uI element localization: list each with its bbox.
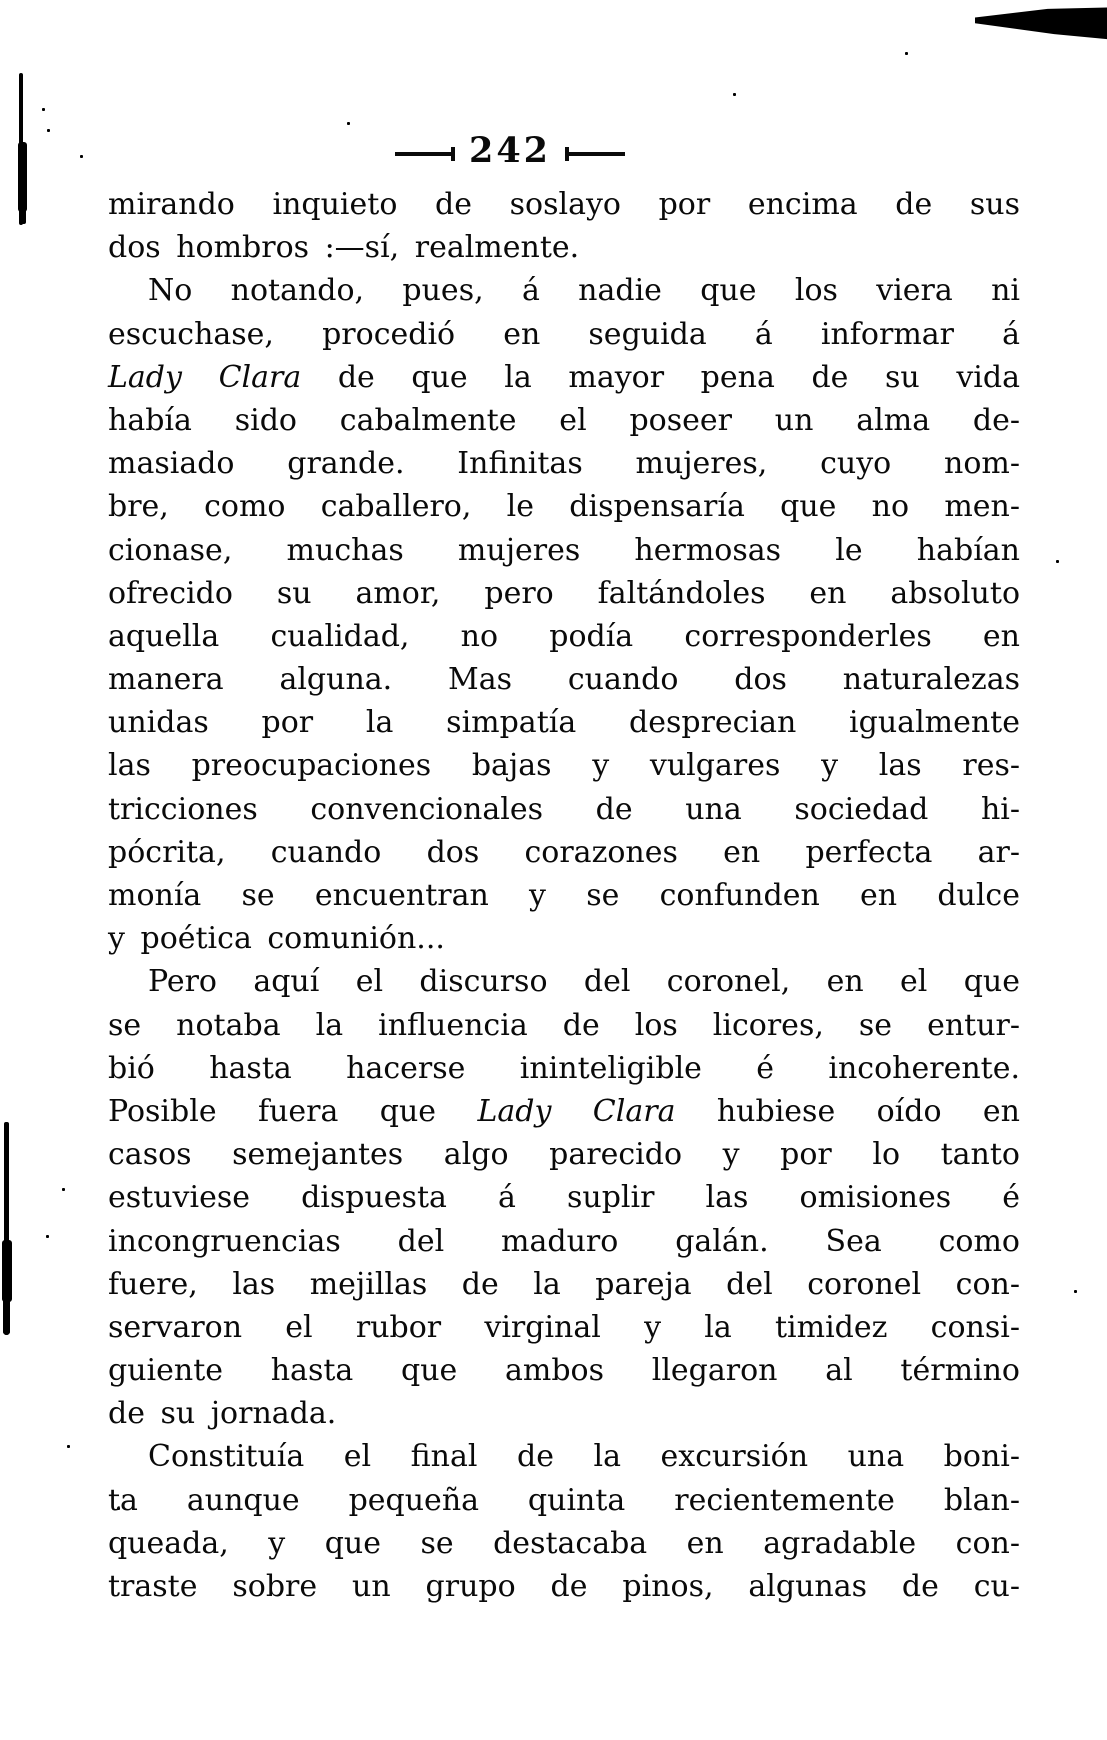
text-segment: queada, y que se destacaba en agradable con- bbox=[108, 1525, 1020, 1561]
text-segment: No notando, pues, á nadie que los viera ni bbox=[148, 273, 1020, 309]
scan-artifact-left-streak bbox=[3, 1298, 10, 1334]
text-line bbox=[108, 1263, 1020, 1306]
text-line bbox=[108, 572, 1020, 615]
text-segment: aquella cualidad, no podía corresponderles en bbox=[108, 618, 1020, 654]
text-segment: bre, como caballero, le dispensaría que no men- bbox=[108, 489, 1020, 525]
scan-speck bbox=[1074, 1290, 1077, 1293]
header-ornament-left bbox=[395, 152, 455, 156]
text-segment: ta aunque pequeña quinta recientemente blan- bbox=[108, 1482, 1020, 1518]
text-line bbox=[108, 1133, 1020, 1176]
text-line bbox=[108, 1090, 1020, 1133]
text-segment: servaron el rubor virginal y la timidez consi- bbox=[108, 1309, 1020, 1345]
text-segment: ofrecido su amor, pero faltándoles en absoluto bbox=[108, 575, 1020, 611]
text-segment: de su jornada. bbox=[108, 1396, 337, 1432]
text-segment: guiente hasta que ambos llegaron al término bbox=[108, 1353, 1020, 1389]
text-segment: estuviese dispuesta á suplir las omisiones é bbox=[108, 1180, 1020, 1216]
text-line bbox=[108, 485, 1020, 528]
text-segment-italic: Lady Clara bbox=[108, 359, 302, 395]
text-segment: monía se encuentran y se confunden en dulce bbox=[108, 878, 1020, 913]
scan-speck bbox=[733, 93, 736, 96]
text-line bbox=[108, 874, 1020, 917]
text-segment: incongruencias del maduro galán. Sea como bbox=[108, 1223, 1020, 1259]
text-segment: se notaba la influencia de los licores, se entur- bbox=[108, 1007, 1020, 1043]
scan-speck bbox=[62, 1188, 65, 1191]
scan-speck bbox=[46, 1235, 49, 1238]
text-segment: de que la mayor pena de su vida bbox=[301, 359, 1020, 395]
text-segment: manera alguna. Mas cuando dos naturalezas bbox=[108, 662, 1020, 698]
text-line bbox=[108, 788, 1020, 831]
text-line bbox=[108, 529, 1020, 572]
text-line bbox=[108, 701, 1020, 744]
scan-speck bbox=[42, 108, 45, 111]
text-segment: Pero aquí el discurso del coronel, en el que bbox=[148, 964, 1020, 1000]
text-segment: pócrita, cuando dos corazones en perfecta ar- bbox=[108, 834, 1020, 870]
text-segment: bió hasta hacerse ininteligible é incoherente. bbox=[108, 1050, 1020, 1086]
text-segment: casos semejantes algo parecido y por lo tanto bbox=[108, 1137, 1020, 1173]
text-segment: y poética comunión... bbox=[108, 921, 445, 957]
text-segment: escuchase, procedió en seguida á informar á bbox=[108, 316, 1020, 352]
text-line bbox=[108, 313, 1020, 356]
text-segment: unidas por la simpatía desprecian igualmente bbox=[108, 705, 1020, 741]
text-segment: Constituía el final de la excursión una boni- bbox=[148, 1439, 1020, 1475]
text-line bbox=[108, 399, 1020, 442]
text-line bbox=[108, 831, 1020, 874]
text-line bbox=[108, 1220, 1020, 1263]
text-segment: había sido cabalmente el poseer un alma de- bbox=[108, 402, 1020, 438]
scan-artifact-left-streak bbox=[20, 206, 26, 224]
text-line bbox=[108, 183, 1020, 226]
scan-speck bbox=[67, 1445, 70, 1448]
text-segment: traste sobre un grupo de pinos, algunas de cu- bbox=[108, 1569, 1020, 1604]
text-line bbox=[108, 917, 1020, 960]
text-line bbox=[108, 1004, 1020, 1047]
text-line bbox=[108, 744, 1020, 787]
running-head bbox=[0, 130, 1020, 171]
text-line bbox=[108, 1047, 1020, 1090]
text-line bbox=[108, 1176, 1020, 1219]
text-segment: tricciones convencionales de una sociedad hi- bbox=[108, 791, 1020, 827]
text-line bbox=[108, 1306, 1020, 1349]
text-line bbox=[108, 1479, 1020, 1522]
text-line bbox=[108, 442, 1020, 485]
text-segment: Posible fuera que bbox=[108, 1093, 478, 1129]
text-line bbox=[108, 658, 1020, 701]
text-segment: dos hombros :—sí, realmente. bbox=[108, 230, 580, 266]
text-line bbox=[108, 1392, 1020, 1435]
text-segment: mirando inquieto de soslayo por encima de sus bbox=[108, 187, 1020, 222]
text-segment: hubiese oído en bbox=[675, 1093, 1020, 1129]
text-line bbox=[108, 226, 1020, 269]
text-line bbox=[108, 269, 1020, 312]
scan-artifact-corner-wedge bbox=[975, 6, 1107, 42]
text-segment: las preocupaciones bajas y vulgares y las res- bbox=[108, 748, 1020, 784]
text-line bbox=[108, 356, 1020, 399]
text-line bbox=[108, 960, 1020, 1003]
header-ornament-right bbox=[565, 152, 625, 156]
text-line bbox=[108, 1349, 1020, 1392]
text-block bbox=[108, 183, 1020, 1608]
page-number: 242 bbox=[468, 130, 552, 171]
text-segment: cionase, muchas mujeres hermosas le habían bbox=[108, 532, 1020, 568]
scan-artifact-left-streak bbox=[2, 1240, 12, 1302]
text-line bbox=[108, 1435, 1020, 1478]
text-line bbox=[108, 1522, 1020, 1565]
text-line bbox=[108, 615, 1020, 658]
text-segment-italic: Lady Clara bbox=[477, 1093, 676, 1129]
text-line bbox=[108, 1565, 1020, 1608]
text-segment: fuere, las mejillas de la pareja del coronel con- bbox=[108, 1266, 1020, 1302]
scan-speck bbox=[905, 52, 908, 55]
scan-speck bbox=[347, 122, 350, 125]
scan-speck bbox=[1056, 560, 1059, 563]
text-segment: masiado grande. Infinitas mujeres, cuyo nom- bbox=[108, 446, 1020, 482]
